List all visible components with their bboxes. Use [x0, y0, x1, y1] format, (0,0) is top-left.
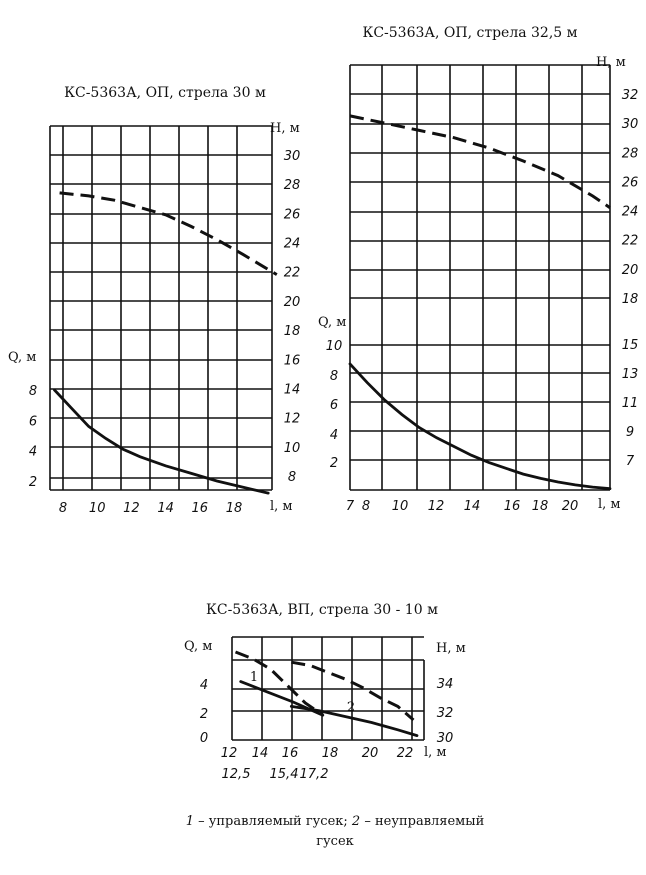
- caption-line-2: гусек: [316, 834, 354, 849]
- chart-3-curve-label-2: 2: [346, 700, 356, 715]
- chart-jib-30-10m: [184, 602, 466, 782]
- chart-2-h-tick-20: 20: [621, 262, 639, 278]
- chart-2-title: КС-5363А, ОП, стрела 32,5 м: [362, 25, 578, 41]
- chart-1-q-tick-8: 8: [28, 384, 38, 399]
- chart-3-l-label: l, м: [424, 745, 447, 760]
- chart-2-l-label: l, м: [598, 497, 621, 512]
- chart-1-x-tick-18: 18: [225, 501, 243, 516]
- chart-1-x-tick-10: 10: [88, 501, 106, 516]
- chart-3-q-label: Q, м: [184, 639, 213, 654]
- chart-boom-30m: [8, 85, 300, 516]
- chart-3-q-tick-4: 4: [199, 678, 209, 693]
- chart-1-q-label: Q, м: [8, 350, 37, 365]
- chart-2-h-tick-18: 18: [621, 292, 639, 307]
- chart-3-x-tick-16: 16: [281, 746, 299, 761]
- chart-3-h-tick-30: 30: [436, 731, 454, 746]
- chart-2-x-tick-16: 16: [503, 499, 521, 514]
- chart-3-h-tick-32: 32: [436, 706, 454, 721]
- chart-2-h-label: H, м: [596, 55, 626, 70]
- chart-2-lower-tick-15: 15: [621, 338, 639, 353]
- caption-text-1: – управляемый гусек;: [193, 814, 352, 829]
- chart-1-x-tick-16: 16: [191, 501, 209, 516]
- chart-1-x-tick-8: 8: [58, 501, 68, 516]
- chart-2-q-tick-10: 10: [325, 339, 343, 354]
- caption-line-1: [170, 812, 500, 832]
- chart-3-x-tick-22: 22: [396, 746, 414, 761]
- chart-2-x-tick-20: 20: [561, 499, 579, 514]
- chart-1-x-tick-14: 14: [157, 501, 174, 516]
- chart-2-q-tick-6: 6: [329, 398, 339, 413]
- chart-1-q-tick-2: 2: [28, 475, 38, 490]
- chart-2-h-tick-24: 24: [621, 204, 639, 220]
- chart-2-lower-tick-11: 11: [621, 396, 639, 411]
- chart-2-x-tick-18: 18: [531, 499, 549, 514]
- chart-3-x-tick-extra-0: 12,5: [221, 767, 251, 782]
- chart-2-h-tick-22: 22: [621, 233, 639, 249]
- chart-1-h-tick-12: 12: [283, 411, 301, 427]
- chart-1-l-label: l, м: [270, 499, 293, 514]
- chart-2-q-tick-4: 4: [329, 428, 339, 443]
- chart-2-h-tick-32: 32: [621, 88, 639, 103]
- caption-number-1: 1: [185, 814, 194, 829]
- chart-3-q-tick-2: 2: [199, 707, 209, 722]
- chart-2-h-tick-28: 28: [621, 146, 639, 162]
- chart-1-h-tick-8: 8: [287, 470, 297, 485]
- chart-1-q-tick-4: 4: [28, 444, 38, 460]
- chart-3-x-tick-12: 12: [220, 746, 238, 761]
- chart-3-title: КС-5363А, ВП, стрела 30 - 10 м: [206, 602, 438, 618]
- chart-1-h-label: H, м: [270, 121, 300, 136]
- chart-2-h-tick-30: 30: [621, 117, 639, 133]
- chart-1-h-tick-26: 26: [283, 207, 301, 223]
- chart-3-x-tick-18: 18: [321, 746, 339, 761]
- chart-1-h-tick-16: 16: [283, 353, 301, 369]
- chart-3-x-tick-extra-2: 17,2: [299, 767, 329, 782]
- caption-text-2: – неуправляемый: [360, 814, 485, 829]
- chart-1-h-tick-20: 20: [283, 294, 301, 310]
- chart-1-x-tick-12: 12: [123, 501, 140, 516]
- chart-2-series-h-line: [350, 116, 610, 208]
- chart-2-lower-tick-7: 7: [625, 454, 635, 469]
- chart-2-h-tick-26: 26: [621, 175, 639, 191]
- chart-2-q-tick-8: 8: [329, 369, 339, 384]
- chart-3-curve-label-1: 1: [249, 670, 259, 685]
- chart-2-x-tick-10: 10: [391, 499, 409, 514]
- chart-3-x-tick-20: 20: [361, 746, 379, 761]
- chart-2-q-label: Q, м: [318, 315, 347, 330]
- chart-1-h-tick-30: 30: [283, 149, 301, 164]
- chart-2-x-tick-7: 7: [345, 499, 355, 514]
- chart-1-h-tick-22: 22: [283, 265, 301, 281]
- chart-1-h-tick-10: 10: [283, 440, 301, 456]
- chart-2-lower-tick-9: 9: [625, 425, 635, 440]
- chart-1-h-tick-18: 18: [283, 324, 301, 340]
- caption-number-2: 2: [351, 814, 361, 829]
- chart-3-h-label: H, м: [436, 641, 466, 656]
- chart-1-title: КС-5363А, ОП, стрела 30 м: [64, 85, 266, 101]
- chart-2-x-tick-8: 8: [361, 499, 371, 514]
- chart-3-x-tick-14: 14: [251, 746, 269, 761]
- chart-2-series-q-line: [350, 364, 610, 489]
- chart-boom-32-5m: [318, 25, 638, 514]
- chart-1-h-tick-28: 28: [283, 178, 301, 194]
- chart-2-lower-tick-13: 13: [621, 367, 639, 382]
- chart-2-x-tick-14: 14: [463, 499, 481, 514]
- chart-3-x-tick-extra-1: 15,4: [269, 767, 299, 782]
- chart-3-q-tick-0: 0: [199, 731, 209, 746]
- chart-1-q-tick-6: 6: [28, 414, 38, 430]
- chart-3-h-tick-34: 34: [436, 677, 454, 692]
- chart-1-h-tick-14: 14: [283, 382, 301, 398]
- chart-2-x-tick-12: 12: [427, 499, 445, 514]
- chart-2-q-tick-2: 2: [329, 456, 339, 471]
- chart-1-h-tick-24: 24: [283, 236, 301, 252]
- figure-caption: [170, 812, 500, 852]
